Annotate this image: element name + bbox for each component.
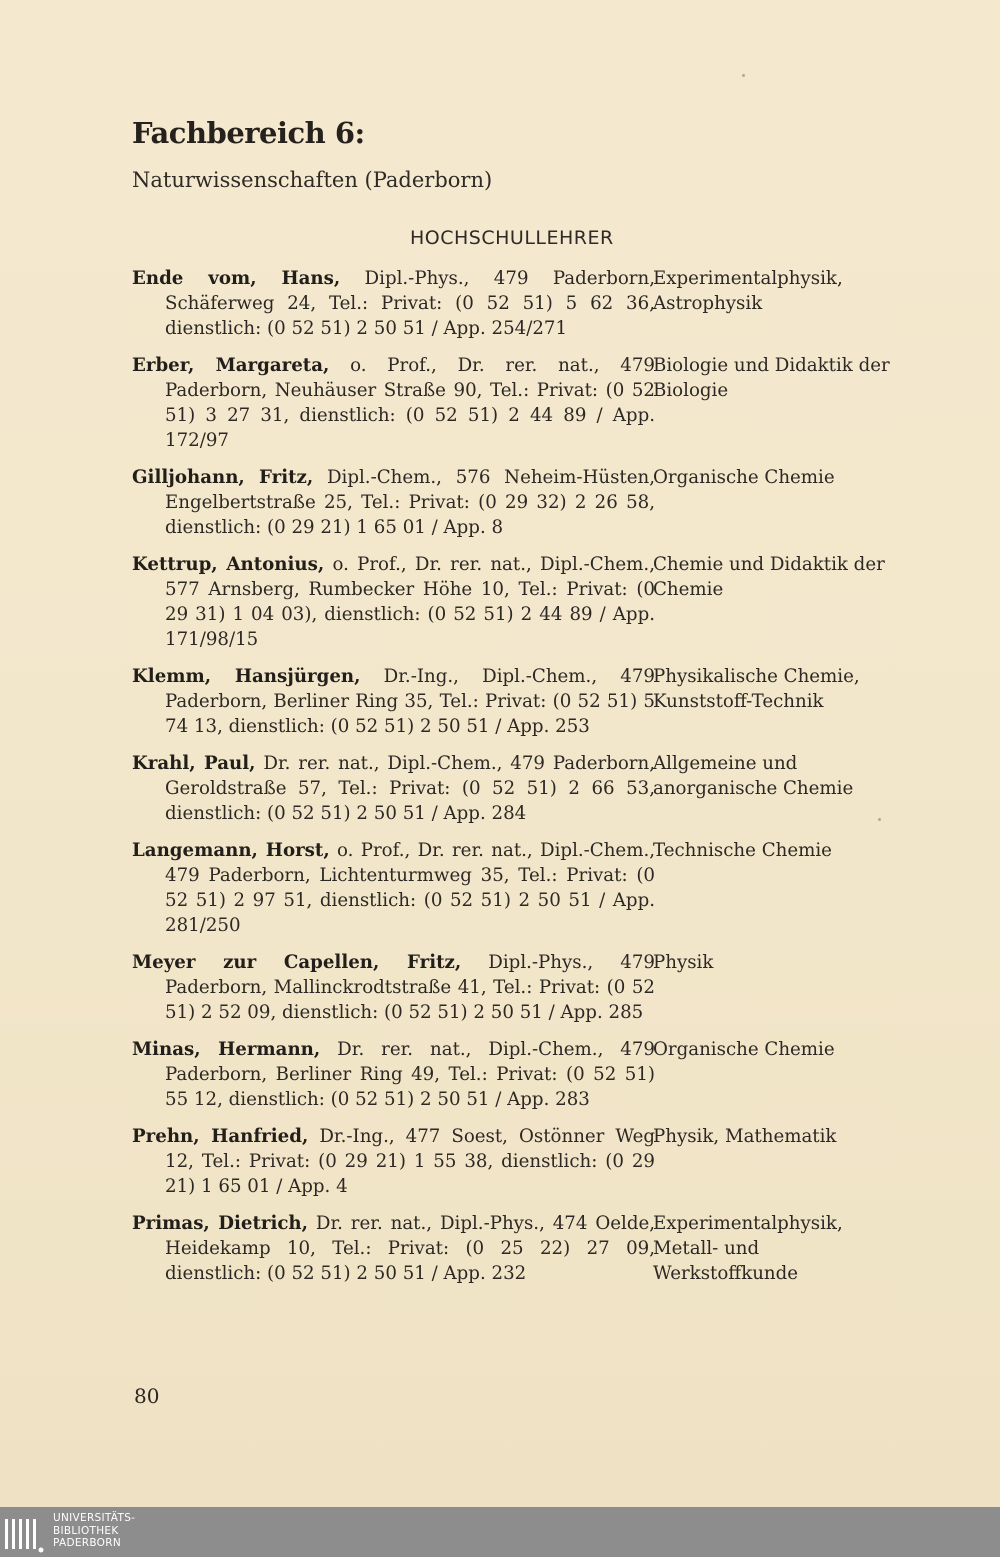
entry-text <box>132 1037 655 1112</box>
library-name-line1: UNIVERSITÄTS- <box>53 1512 136 1524</box>
list-item <box>132 950 892 1025</box>
entry-text <box>132 465 655 540</box>
library-name-line3: PADERBORN <box>53 1537 121 1549</box>
entry-field: Biologie und Didaktik der Biologie <box>653 355 890 401</box>
library-name <box>53 1512 135 1550</box>
section-heading: HOCHSCHULLEHRER <box>410 227 614 249</box>
entry-field: Physik <box>653 952 714 973</box>
page-subtitle: Naturwissenschaften (Paderborn) <box>132 168 493 192</box>
entry-details: Dr. rer. nat., Dipl.-Chem., 479 Paderborn, Berliner Ring 49, Tel.: Privat: (0 52 51) 55 12, dienstlich: (0 52 51) 2 50 51 / App. 283 <box>165 1039 655 1110</box>
entry-name: Minas, Hermann, <box>132 1039 321 1060</box>
entry-text <box>132 266 655 341</box>
entry-field: Organische Chemie <box>653 1039 835 1060</box>
entry-text <box>132 838 655 938</box>
entry-details: Dr. rer. nat., Dipl.-Phys., 474 Oelde, Heidekamp 10, Tel.: Privat: (0 25 22) 27 09, dienstlich: (0 52 51) 2 50 51 / App. 232 <box>165 1213 656 1284</box>
entry-name: Krahl, Paul, <box>132 753 256 774</box>
entry-name: Kettrup, Antonius, <box>132 554 325 575</box>
entry-name: Erber, Margareta, <box>132 355 330 376</box>
entry-text <box>132 950 655 1025</box>
entry-field: Chemie und Didaktik der Chemie <box>653 554 885 600</box>
page-title: Fachbereich 6: <box>132 116 365 150</box>
entry-details: Dipl.-Phys., 479 Paderborn, Mallinckrodtstraße 41, Tel.: Privat: (0 52 51) 2 52 09, dienstlich: (0 52 51) 2 50 51 / App. 285 <box>165 952 655 1023</box>
library-logo-icon <box>4 1511 44 1553</box>
page-number: 80 <box>134 1384 160 1408</box>
faculty-list <box>132 266 892 1298</box>
entry-field: Experimentalphysik, Metall- und Werkstoffkunde <box>653 1213 843 1284</box>
entry-name: Primas, Dietrich, <box>132 1213 308 1234</box>
entry-details: o. Prof., Dr. rer. nat., Dipl.-Chem., 577 Arnsberg, Rumbecker Höhe 10, Tel.: Privat: (0 29 31) 1 04 03), dienstlich: (0 52 51) 2 44 89 / App. 171/98/15 <box>165 554 655 650</box>
list-item <box>132 266 892 341</box>
list-item <box>132 465 892 540</box>
entry-text <box>132 1124 655 1199</box>
entry-field: Physikalische Chemie, Kunststoff-Technik <box>653 666 860 712</box>
list-item <box>132 1124 892 1199</box>
entry-field: Physik, Mathematik <box>653 1126 837 1147</box>
entry-field: Technische Chemie <box>653 840 832 861</box>
entry-details: Dipl.-Chem., 576 Neheim-Hüsten, Engelbertstraße 25, Tel.: Privat: (0 29 32) 2 26 58, dienstlich: (0 29 21) 1 65 01 / App. 8 <box>165 467 655 538</box>
entry-field: Allgemeine und anorganische Chemie <box>653 753 854 799</box>
library-name-line2: BIBLIOTHEK <box>53 1524 119 1537</box>
entry-field: Experimentalphysik, Astrophysik <box>653 268 843 314</box>
list-item <box>132 353 892 453</box>
entry-name: Prehn, Hanfried, <box>132 1126 309 1147</box>
list-item <box>132 838 892 938</box>
list-item <box>132 751 892 826</box>
list-item <box>132 1211 892 1286</box>
list-item <box>132 664 892 739</box>
entry-details: Dr. rer. nat., Dipl.-Chem., 479 Paderborn, Geroldstraße 57, Tel.: Privat: (0 52 51) 2 66 53, dienstlich: (0 52 51) 2 50 51 / App. 284 <box>165 753 655 824</box>
entry-details: o. Prof., Dr. rer. nat., 479 Paderborn, Neuhäuser Straße 90, Tel.: Privat: (0 52 51) 3 27 31, dienstlich: (0 52 51) 2 44 89 / App. 172/97 <box>165 355 656 451</box>
entry-name: Langemann, Horst, <box>132 840 330 861</box>
entry-details: Dr.-Ing., Dipl.-Chem., 479 Paderborn, Berliner Ring 35, Tel.: Privat: (0 52 51) 5 74 13, dienstlich: (0 52 51) 2 50 51 / App. 253 <box>165 666 655 737</box>
entry-text <box>132 664 655 739</box>
entry-name: Meyer zur Capellen, Fritz, <box>132 952 462 973</box>
entry-details: Dipl.-Phys., 479 Paderborn, Schäferweg 24, Tel.: Privat: (0 52 51) 5 62 36, dienstlich: (0 52 51) 2 50 51 / App. 254/271 <box>165 268 655 339</box>
entry-text <box>132 552 655 652</box>
entry-details: o. Prof., Dr. rer. nat., Dipl.-Chem., 479 Paderborn, Lichtenturmweg 35, Tel.: Privat: (0 52 51) 2 97 51, dienstlich: (0 52 51) 2 50 51 / App. 281/250 <box>165 840 656 936</box>
entry-text <box>132 1211 655 1286</box>
entry-name: Ende vom, Hans, <box>132 268 341 289</box>
entry-name: Klemm, Hansjürgen, <box>132 666 361 687</box>
entry-field: Organische Chemie <box>653 467 835 488</box>
entry-details: Dr.-Ing., 477 Soest, Ostönner Weg 12, Tel.: Privat: (0 29 21) 1 55 38, dienstlich: (0 29 21) 1 65 01 / App. 4 <box>165 1126 655 1197</box>
list-item <box>132 1037 892 1112</box>
list-item <box>132 552 892 652</box>
entry-name: Gilljohann, Fritz, <box>132 467 314 488</box>
entry-text <box>132 353 655 453</box>
library-footer <box>0 1507 1000 1557</box>
entry-text <box>132 751 655 826</box>
